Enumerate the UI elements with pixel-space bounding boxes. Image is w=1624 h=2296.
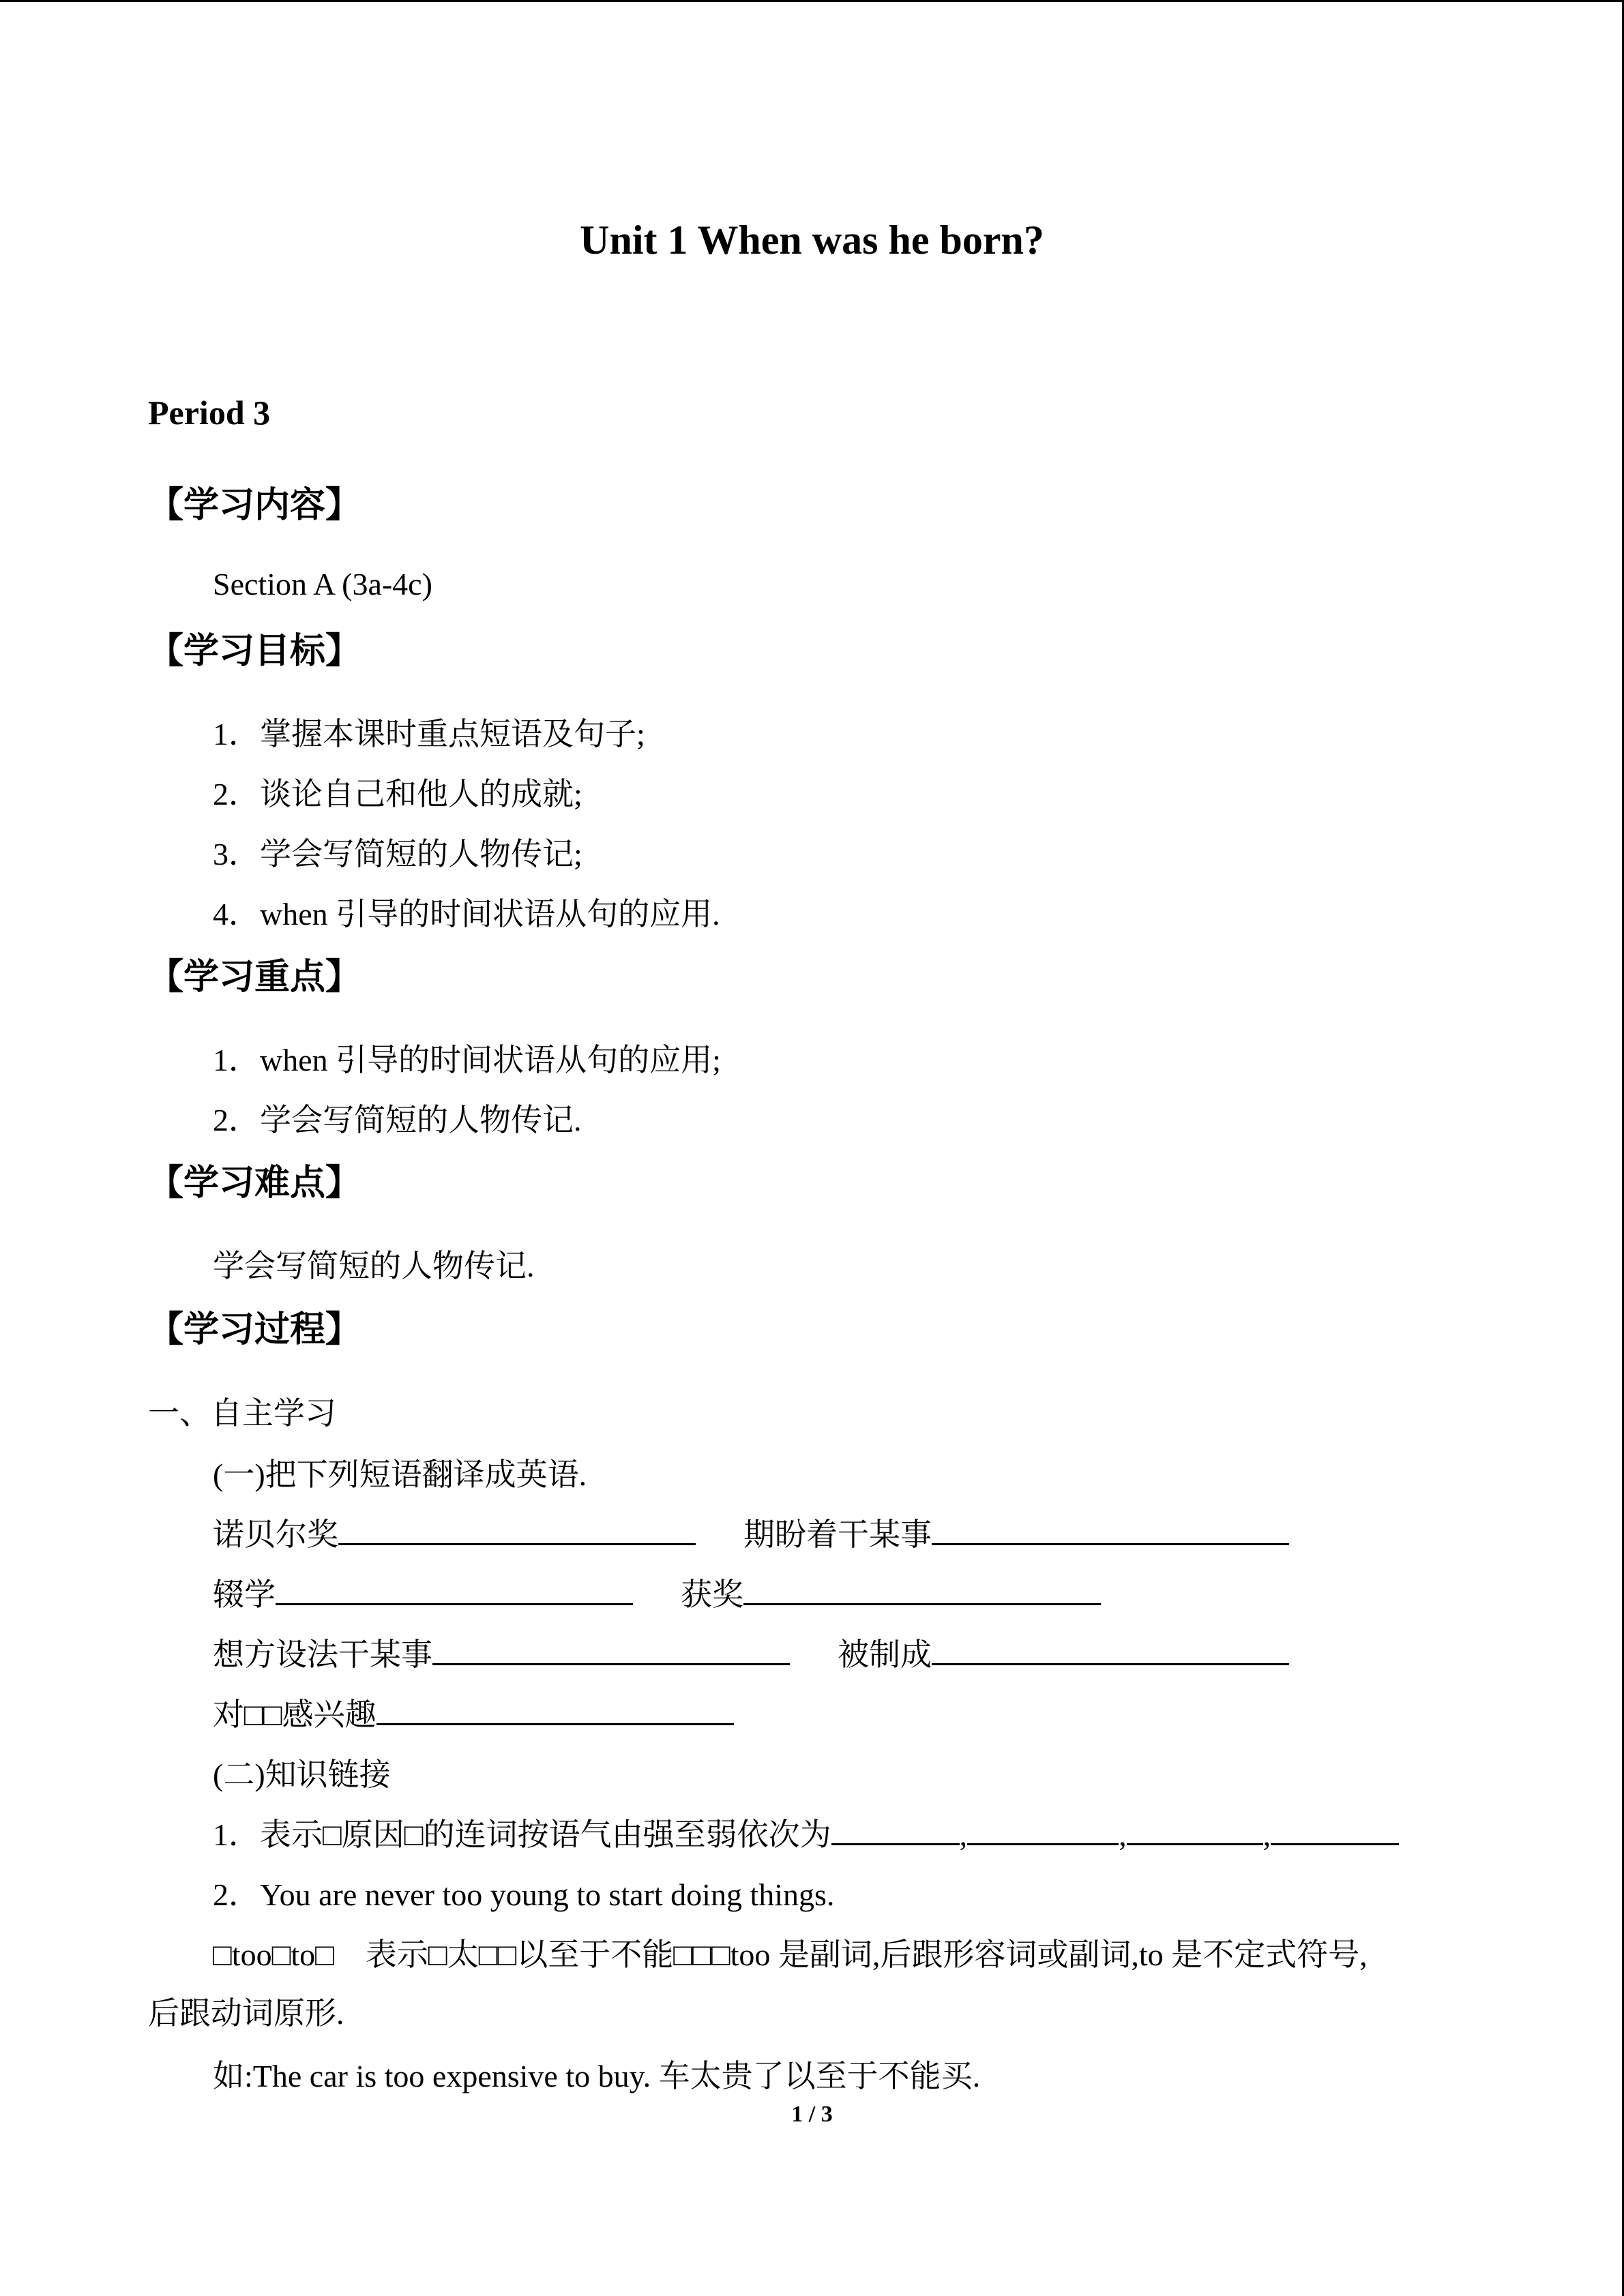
self-study-title: 一、自主学习 <box>148 1396 336 1431</box>
phrase-label: 期盼着干某事 <box>743 1517 932 1552</box>
heading-content: 【学习内容】 <box>148 485 361 526</box>
answer-blank[interactable] <box>932 1516 1289 1545</box>
example-sentence: 如:The car is too expensive to buy. 车太贵了以至于不能买. <box>213 2059 981 2093</box>
part2-title: (二)知识链接 <box>213 1757 391 1792</box>
key-point-item: 2．学会写简短的人物传记. <box>213 1103 582 1137</box>
answer-blank[interactable] <box>932 1636 1289 1665</box>
goal-item: 3．学会写简短的人物传记; <box>213 837 582 871</box>
phrase-row <box>213 1510 1289 1555</box>
content-text: Section A (3a-4c) <box>213 567 432 601</box>
explain-line-2: 后跟动词原形. <box>148 1996 344 2031</box>
answer-blank[interactable] <box>967 1816 1119 1845</box>
answer-blank[interactable] <box>432 1636 790 1665</box>
heading-difficult: 【学习难点】 <box>148 1163 361 1204</box>
explain-line-1: □too□to□ 表示□太□□以至于不能□□□too 是副词,后跟形容词或副词,to 是不定式符号, <box>213 1937 1368 1972</box>
goal-item: 2．谈论自己和他人的成就; <box>213 777 582 811</box>
answer-blank[interactable] <box>377 1696 734 1725</box>
phrase-row <box>213 1570 1101 1615</box>
heading-goals: 【学习目标】 <box>148 631 361 672</box>
phrase-row <box>213 1690 734 1735</box>
phrase-row <box>213 1630 1289 1675</box>
period-label: Period 3 <box>148 393 271 432</box>
heading-key-points: 【学习重点】 <box>148 957 361 998</box>
answer-blank[interactable] <box>338 1516 696 1545</box>
part1-title: (一)把下列短语翻译成英语. <box>213 1457 587 1492</box>
page-number: 1 / 3 <box>791 2102 833 2127</box>
answer-blank[interactable] <box>276 1576 633 1605</box>
phrase-label: 诺贝尔奖 <box>213 1517 338 1552</box>
goal-item: 1．掌握本课时重点短语及句子; <box>213 717 645 751</box>
difficult-text: 学会写简短的人物传记. <box>213 1249 535 1283</box>
knowledge-item-1: 1．表示□原因□的连词按语气由强至弱依次为 , , , <box>213 1810 1399 1855</box>
answer-blank[interactable] <box>1271 1816 1399 1845</box>
phrase-label: 对□□感兴趣 <box>213 1697 377 1732</box>
page-title: Unit 1 When was he born? <box>580 218 1044 263</box>
goal-item: 4．when 引导的时间状语从句的应用. <box>213 897 720 931</box>
answer-blank[interactable] <box>1127 1816 1263 1845</box>
knowledge-item-2: 2．You are never too young to start doing things. <box>213 1877 835 1912</box>
page-border-top <box>0 0 1624 2</box>
phrase-label: 被制成 <box>838 1637 932 1672</box>
phrase-label: 获奖 <box>681 1577 743 1612</box>
knowledge-item-1-text: 1．表示□原因□的连词按语气由强至弱依次为 <box>213 1817 831 1852</box>
heading-process: 【学习过程】 <box>148 1309 361 1350</box>
phrase-label: 辍学 <box>213 1577 276 1612</box>
phrase-label: 想方设法干某事 <box>213 1637 432 1672</box>
key-point-item: 1．when 引导的时间状语从句的应用; <box>213 1043 721 1077</box>
answer-blank[interactable] <box>743 1576 1101 1605</box>
answer-blank[interactable] <box>831 1816 960 1845</box>
